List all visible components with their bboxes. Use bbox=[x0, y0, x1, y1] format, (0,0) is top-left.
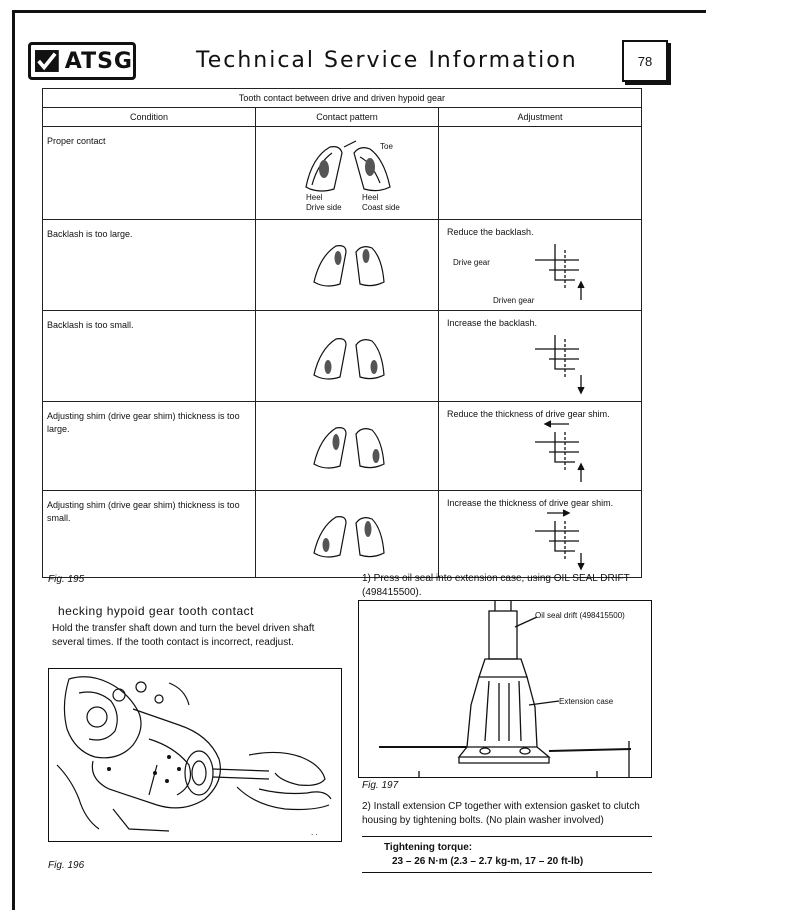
condition-cell: Adjusting shim (drive gear shim) thickness is too small. bbox=[43, 491, 256, 578]
transfer-shaft-illustration bbox=[49, 669, 341, 841]
condition-cell: Adjusting shim (drive gear shim) thickness is too large. bbox=[43, 402, 256, 491]
column-header-pattern: Contact pattern bbox=[256, 108, 439, 127]
gear-tooth-pattern-shim-small bbox=[256, 491, 438, 575]
adjustment-text: Increase the backlash. bbox=[447, 318, 538, 328]
torque-title: Tightening torque: bbox=[384, 842, 473, 853]
adjustment-text: Reduce the backlash. bbox=[447, 227, 534, 237]
fig-197-caption: Fig. 197 bbox=[362, 780, 399, 791]
label-extension-case: Extension case bbox=[559, 697, 614, 706]
table-row bbox=[43, 127, 642, 220]
tooth-contact-table bbox=[42, 88, 642, 578]
label-heel-coast: Heel bbox=[362, 193, 379, 202]
step-1-text: 1) Press oil seal into extension case, using OIL SEAL DRIFT (498415500). bbox=[362, 573, 630, 598]
contact-pattern-cell bbox=[256, 220, 439, 311]
column-header-condition: Condition bbox=[43, 108, 256, 127]
page-number: 78 bbox=[637, 53, 653, 69]
contact-pattern-cell bbox=[256, 127, 439, 220]
shim-diagram bbox=[479, 420, 619, 486]
fig-197-illustration bbox=[358, 600, 652, 778]
label-drive-gear: Drive gear bbox=[453, 258, 490, 267]
gear-tooth-pattern-backlash-large bbox=[256, 220, 438, 308]
page-number-box bbox=[622, 40, 668, 82]
table-caption: Tooth contact between drive and driven hypoid gear bbox=[43, 89, 642, 108]
column-header-adjustment: Adjustment bbox=[439, 108, 642, 127]
table-row bbox=[43, 311, 642, 402]
gear-tooth-pattern-shim-large bbox=[256, 402, 438, 488]
fig-195-caption: Fig. 195 bbox=[48, 574, 85, 585]
label-driven-gear: Driven gear bbox=[493, 296, 535, 305]
label-drive-side: Drive side bbox=[306, 203, 342, 212]
adjustment-cell bbox=[439, 491, 642, 578]
adjustment-cell bbox=[439, 311, 642, 402]
step-2-text: 2) Install extension CP together with extension gasket to clutch housing by tightening bolts. (No plain washer involved) bbox=[362, 801, 640, 826]
contact-pattern-cell bbox=[256, 402, 439, 491]
condition-cell: Backlash is too small. bbox=[43, 311, 256, 402]
svg-text:. .: . . bbox=[311, 828, 318, 837]
fig-196-illustration bbox=[48, 668, 342, 842]
label-toe: Toe bbox=[380, 142, 393, 151]
page-border-left bbox=[12, 10, 15, 910]
table-row bbox=[43, 402, 642, 491]
gear-tooth-pattern-proper bbox=[256, 127, 438, 217]
adjustment-text: Reduce the thickness of drive gear shim. bbox=[447, 409, 610, 419]
page-title: Technical Service Information bbox=[196, 48, 578, 73]
label-heel-drive: Heel bbox=[306, 193, 323, 202]
page-border-top bbox=[12, 10, 706, 13]
adjustment-cell bbox=[439, 127, 642, 220]
gear-tooth-pattern-backlash-small bbox=[256, 311, 438, 399]
atsg-logo bbox=[28, 42, 136, 80]
table-row bbox=[43, 491, 642, 578]
adjustment-cell bbox=[439, 402, 642, 491]
backlash-diagram bbox=[479, 331, 619, 397]
table-row bbox=[43, 220, 642, 311]
divider-bottom bbox=[362, 872, 652, 873]
section-heading: hecking hypoid gear tooth contact bbox=[58, 604, 254, 618]
label-oil-seal-drift: Oil seal drift (498415500) bbox=[535, 611, 625, 620]
divider-top bbox=[362, 836, 652, 837]
condition-cell: Backlash is too large. bbox=[43, 220, 256, 311]
check-icon bbox=[35, 49, 59, 73]
adjustment-text: Increase the thickness of drive gear shim. bbox=[447, 498, 614, 508]
adjustment-cell bbox=[439, 220, 642, 311]
section-paragraph: Hold the transfer shaft down and turn the bevel driven shaft several times. If the tooth contact is incorrect, readjust. bbox=[52, 623, 315, 648]
condition-cell: Proper contact bbox=[43, 127, 256, 220]
label-coast-side: Coast side bbox=[362, 203, 400, 212]
contact-pattern-cell bbox=[256, 311, 439, 402]
torque-value: 23 – 26 N·m (2.3 – 2.7 kg-m, 17 – 20 ft-lb) bbox=[392, 856, 584, 867]
logo-text: ATSG bbox=[64, 48, 133, 74]
contact-pattern-cell bbox=[256, 491, 439, 578]
shim-diagram bbox=[479, 509, 619, 573]
fig-196-caption: Fig. 196 bbox=[48, 860, 85, 871]
oil-seal-drift-illustration bbox=[359, 601, 651, 777]
